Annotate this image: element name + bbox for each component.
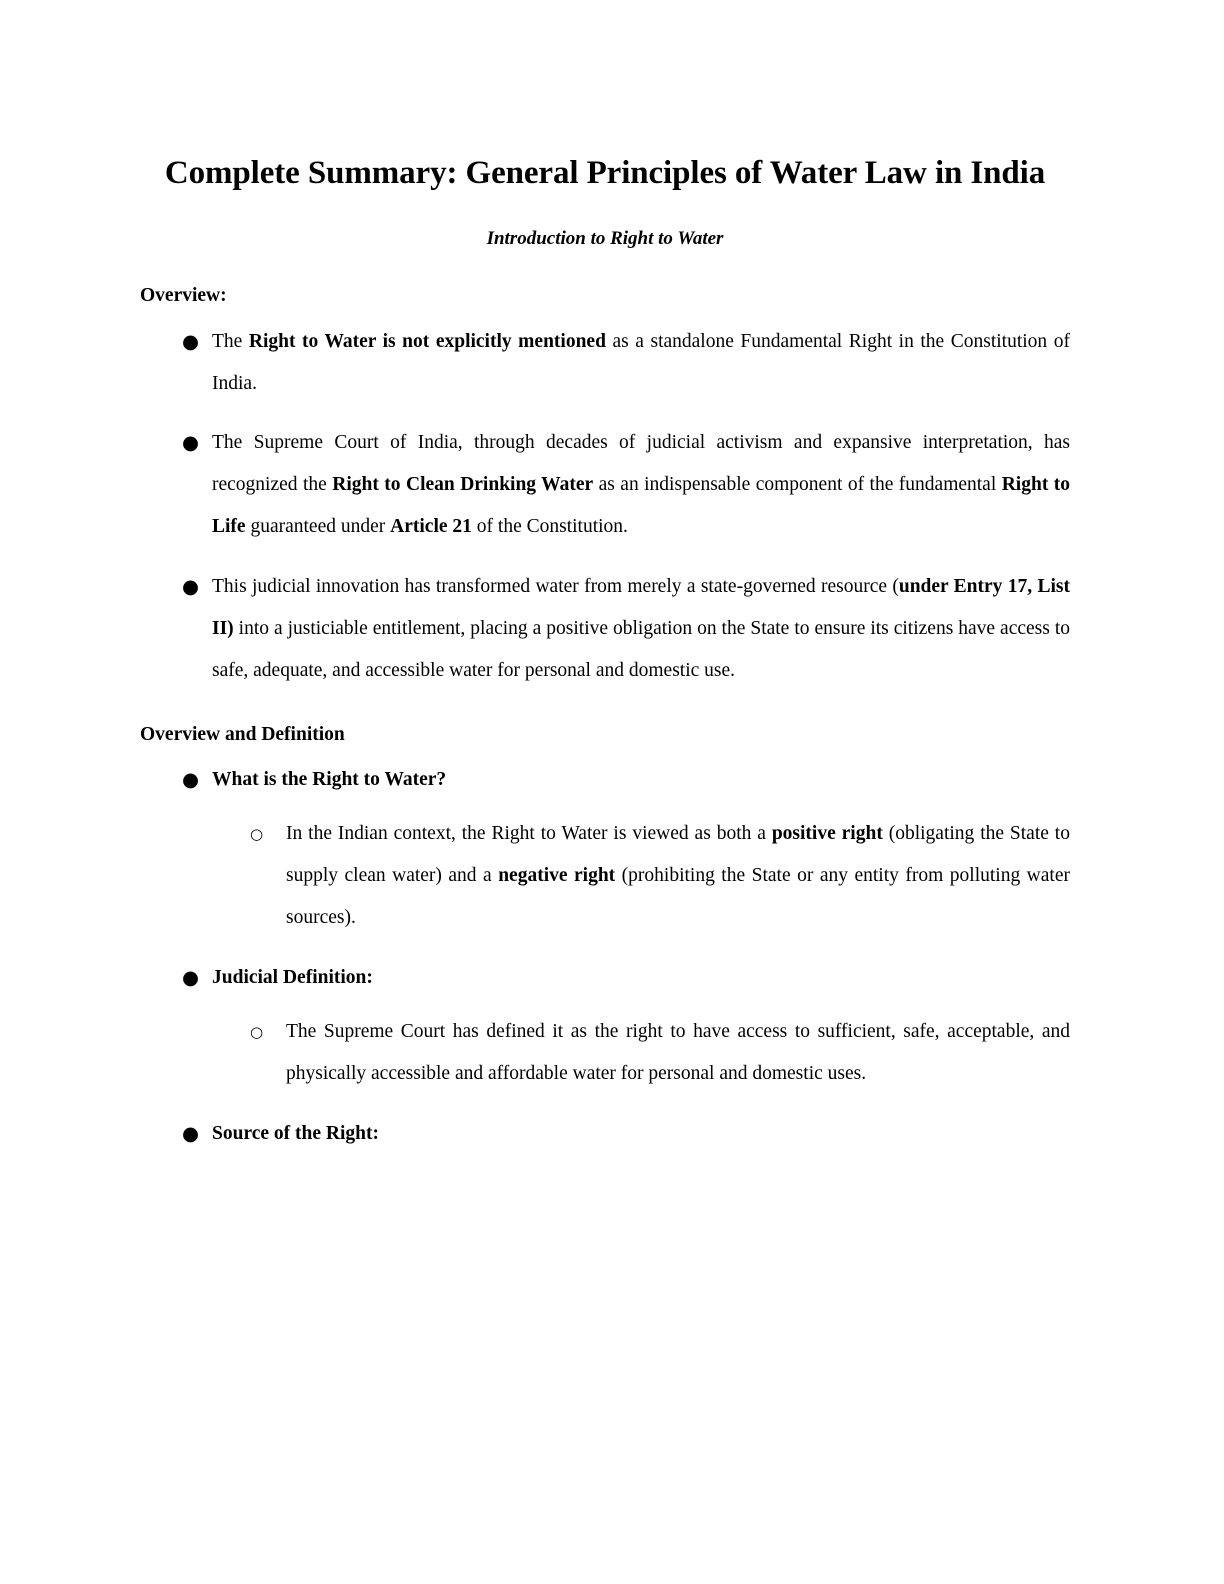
list-item	[140, 321, 1070, 405]
bullet-disc-icon: ●	[182, 431, 200, 455]
list-item-text	[286, 1021, 1070, 1084]
bullet-disc-icon: ●	[182, 768, 200, 792]
list-item-text	[212, 769, 446, 790]
emphasis-text: negative right	[498, 865, 616, 887]
emphasis-text: Right to Water is not explicitly mentioned	[248, 330, 606, 352]
emphasis-text: Right to Clean Drinking Water	[332, 474, 594, 496]
list-item-text	[212, 1123, 379, 1144]
section-heading: Overview:	[140, 285, 227, 307]
body-text: of the Constitution.	[471, 516, 628, 538]
bullet-list	[140, 759, 1070, 1154]
list-item-text	[212, 331, 1070, 394]
emphasis-text: What is the Right to Water?	[212, 769, 447, 791]
bullet-circle-icon: ○	[250, 825, 264, 844]
page-title: Complete Summary: General Principles of Water Law in India	[164, 155, 1046, 191]
section-heading: Overview and Definition	[140, 723, 345, 745]
body-text: guaranteed under	[245, 516, 391, 538]
emphasis-text: Judicial Definition:	[212, 966, 373, 988]
list-item-text	[286, 823, 1070, 928]
sub-list-item	[212, 813, 1070, 939]
body-text: into a justiciable entitlement, placing a positive obligation on the State to ensure its citizens have access to safe, adequate, and accessible water for personal and domestic use.	[212, 618, 1070, 682]
sub-list-item	[212, 1011, 1070, 1095]
sub-bullet-list	[212, 813, 1070, 939]
document-subtitle: Introduction to Right to Water	[486, 227, 724, 249]
emphasis-text: Article 21	[390, 516, 472, 538]
list-item-text	[212, 432, 1070, 537]
list-item	[140, 566, 1070, 692]
list-item-text	[212, 967, 373, 988]
bullet-list	[140, 321, 1070, 692]
body-text: The	[212, 330, 249, 352]
bullet-disc-icon: ●	[182, 1121, 200, 1145]
emphasis-text: under Entry 17, List II)	[212, 576, 1070, 640]
emphasis-text: positive right	[771, 823, 883, 845]
body-text: The Supreme Court of India, through decades of judicial activism and expansive interpretation, has recognized the	[212, 432, 1070, 496]
body-text: (obligating the State to supply clean water) and a	[286, 823, 1070, 887]
bullet-disc-icon: ●	[182, 965, 200, 989]
document-sections	[140, 281, 1070, 1154]
emphasis-text: Source of the Right:	[212, 1122, 379, 1144]
bullet-disc-icon: ●	[182, 329, 200, 353]
list-item	[140, 957, 1070, 1095]
body-text: The Supreme Court has defined it as the right to have access to sufficient, safe, acceptable, and physically accessible and affordable water for personal and domestic uses.	[286, 1020, 1070, 1084]
list-item	[140, 422, 1070, 548]
bullet-circle-icon: ○	[250, 1022, 264, 1041]
bullet-disc-icon: ●	[182, 575, 200, 599]
body-text: In the Indian context, the Right to Water is viewed as both a	[286, 823, 772, 845]
body-text: (prohibiting the State or any entity from polluting water sources).	[286, 865, 1070, 928]
body-text: This judicial innovation has transformed water from merely a state-governed resource (	[212, 576, 899, 598]
list-item	[140, 759, 1070, 939]
list-item-text	[212, 576, 1070, 681]
body-text: as a standalone Fundamental Right in the Constitution of India.	[212, 330, 1070, 394]
body-text: as an indispensable component of the fundamental	[593, 474, 1002, 496]
sub-bullet-list	[212, 1011, 1070, 1095]
document-content	[140, 150, 1070, 1155]
emphasis-text: Right to Life	[212, 474, 1071, 538]
list-item	[140, 1113, 1070, 1155]
